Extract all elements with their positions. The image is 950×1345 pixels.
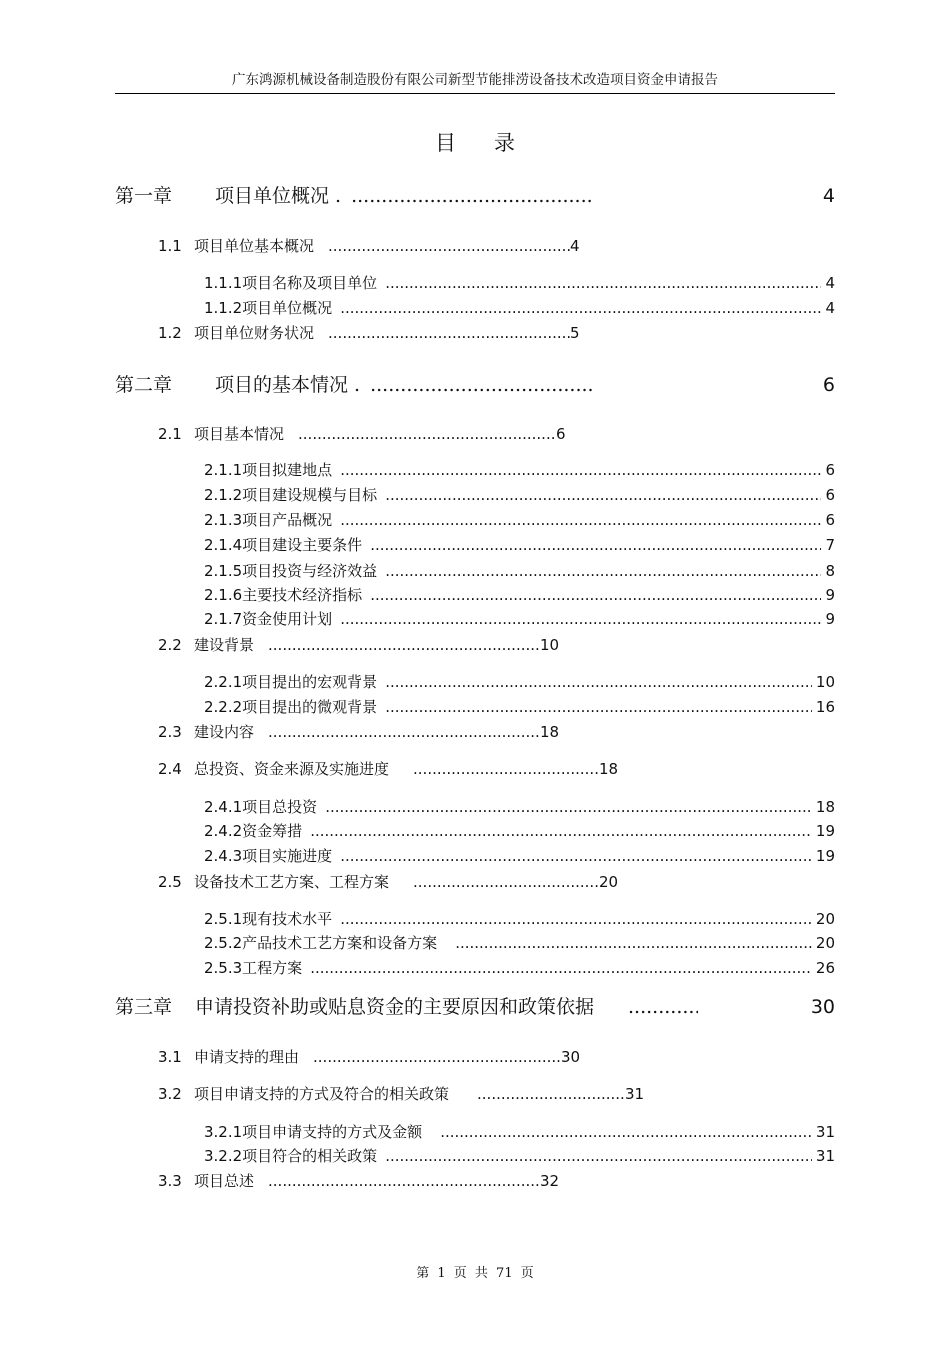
toc-subsection-title: 项目建设主要条件 <box>242 536 363 554</box>
toc-section-title: 项目基本情况 <box>194 425 285 443</box>
toc-subsection-2-1-5[interactable] <box>204 560 835 581</box>
toc-section-2-5[interactable] <box>158 871 618 892</box>
toc-subsection-title: 项目符合的相关政策 <box>242 1147 378 1165</box>
toc-subsection-title: 项目提出的微观背景 <box>242 698 378 716</box>
toc-subsection-2-2-2[interactable] <box>204 696 835 717</box>
toc-subsection-title: 项目实施进度 <box>242 847 333 865</box>
toc-subsection-number: 1.1.2 <box>204 299 243 317</box>
toc-subsection-title: 资金筹措 <box>242 822 303 840</box>
toc-leader <box>340 299 821 317</box>
toc-leader <box>340 847 812 865</box>
toc-page-number: 19 <box>815 822 835 840</box>
toc-subsection-title: 项目名称及项目单位 <box>242 274 378 292</box>
toc-page-number: 30 <box>561 1048 581 1066</box>
toc-page-number: 8 <box>825 562 835 580</box>
toc-section-title: 设备技术工艺方案、工程方案 <box>194 873 390 891</box>
toc-section-2-2[interactable] <box>158 634 559 655</box>
toc-subsection-number: 2.2.1 <box>204 673 243 691</box>
toc-subsection-number: 2.1.7 <box>204 610 243 628</box>
toc-leader <box>370 536 821 554</box>
toc-chapter-number: 第一章 <box>115 185 173 207</box>
toc-section-title: 项目总述 <box>194 1172 255 1190</box>
toc-leader <box>313 1048 561 1066</box>
toc-leader <box>325 798 812 816</box>
toc-subsection-number: 2.2.2 <box>204 698 243 716</box>
toc-leader <box>340 461 821 479</box>
toc-subsection-title: 项目拟建地点 <box>242 461 333 479</box>
toc-subsection-number: 3.2.1 <box>204 1123 243 1141</box>
toc-subsection-number: 3.2.2 <box>204 1147 243 1165</box>
toc-page-number: 30 <box>810 996 835 1018</box>
toc-subsection-title: 项目总投资 <box>242 798 318 816</box>
toc-page-number: 6 <box>825 486 835 504</box>
toc-subsection-title: 项目申请支持的方式及金额 <box>242 1123 423 1141</box>
toc-leader <box>298 425 556 443</box>
toc-page-number: 6 <box>556 425 566 443</box>
toc-page-number: 6 <box>822 374 835 396</box>
toc-chapter-2[interactable] <box>115 370 835 397</box>
toc-page-number: 20 <box>815 934 835 952</box>
toc-subsection-2-4-2[interactable] <box>204 820 835 841</box>
toc-subsection-2-1-4[interactable] <box>204 534 835 555</box>
toc-section-title: 项目单位基本概况 <box>194 237 315 255</box>
toc-section-number: 1.2 <box>158 324 182 342</box>
toc-subsection-number: 2.5.3 <box>204 959 243 977</box>
toc-section-1-1[interactable] <box>158 235 580 256</box>
toc-section-number: 3.2 <box>158 1085 182 1103</box>
toc-subsection-number: 2.1.2 <box>204 486 243 504</box>
toc-leader <box>440 1123 812 1141</box>
toc-page-number: 5 <box>570 324 580 342</box>
toc-chapter-3[interactable] <box>115 992 835 1019</box>
toc-leader <box>628 996 698 1018</box>
toc-leader <box>268 1172 540 1190</box>
toc-subsection-number: 2.1.4 <box>204 536 243 554</box>
toc-page-number: 18 <box>815 798 835 816</box>
toc-section-number: 2.1 <box>158 425 182 443</box>
toc-section-number: 2.5 <box>158 873 182 891</box>
toc-page-number: 4 <box>570 237 580 255</box>
toc-subsection-title: 项目投资与经济效益 <box>242 562 378 580</box>
toc-subsection-title: 工程方案 <box>242 959 303 977</box>
toc-leader <box>385 486 821 504</box>
toc-section-3-1[interactable] <box>158 1046 580 1067</box>
toc-leader <box>370 374 594 396</box>
toc-section-number: 3.3 <box>158 1172 182 1190</box>
toc-subsection-2-1-1[interactable] <box>204 459 835 480</box>
toc-subsection-number: 2.1.1 <box>204 461 243 479</box>
toc-subsection-2-1-2[interactable] <box>204 484 835 505</box>
toc-subsection-number: 2.4.2 <box>204 822 243 840</box>
toc-leader <box>455 934 812 952</box>
toc-section-number: 3.1 <box>158 1048 182 1066</box>
toc-subsection-2-4-3[interactable] <box>204 845 835 866</box>
toc-subsection-number: 2.5.1 <box>204 910 243 928</box>
toc-chapter-number: 第三章 <box>115 996 173 1018</box>
toc-section-title: 建设内容 <box>194 723 255 741</box>
toc-section-number: 2.2 <box>158 636 182 654</box>
toc-leader <box>268 636 540 654</box>
toc-chapter-title: 申请投资补助或贴息资金的主要原因和政策依据 <box>195 996 595 1018</box>
toc-subsection-2-2-1[interactable] <box>204 671 835 692</box>
toc-subsection-number: 2.1.3 <box>204 511 243 529</box>
toc-section-title: 总投资、资金来源及实施进度 <box>194 760 390 778</box>
toc-section-number: 2.4 <box>158 760 182 778</box>
toc-page-number: 26 <box>815 959 835 977</box>
toc-section-3-2[interactable] <box>158 1083 644 1104</box>
toc-page-number: 31 <box>625 1085 645 1103</box>
toc-page-number: 9 <box>825 610 835 628</box>
toc-leader <box>328 237 570 255</box>
toc-subsection-title: 主要技术经济指标 <box>242 586 363 604</box>
toc-section-number: 1.1 <box>158 237 182 255</box>
toc-page-number: 32 <box>540 1172 560 1190</box>
toc-subsection-number: 1.1.1 <box>204 274 243 292</box>
toc-leader <box>385 562 821 580</box>
toc-section-1-2[interactable] <box>158 322 580 343</box>
toc-subsection-title: 项目单位概况 <box>242 299 333 317</box>
toc-page-number: 4 <box>825 299 835 317</box>
toc-leader <box>385 698 812 716</box>
toc-subsection-number: 2.1.6 <box>204 586 243 604</box>
toc-leader <box>310 959 812 977</box>
toc-leader <box>370 586 821 604</box>
toc-leader <box>413 760 599 778</box>
toc-subsection-2-5-3[interactable] <box>204 957 835 978</box>
toc-subsection-2-5-1[interactable] <box>204 908 835 929</box>
toc-section-title: 项目申请支持的方式及符合的相关政策 <box>194 1085 450 1103</box>
toc-subsection-2-1-7[interactable] <box>204 608 835 629</box>
toc-chapter-1[interactable] <box>115 181 835 208</box>
toc-page-number: 20 <box>599 873 619 891</box>
toc-subsection-number: 2.5.2 <box>204 934 243 952</box>
toc-page-number: 6 <box>825 461 835 479</box>
toc-subsection-title: 现有技术水平 <box>242 910 333 928</box>
header-rule <box>115 93 835 94</box>
toc-subsection-3-2-2[interactable] <box>204 1145 835 1166</box>
toc-page-number: 6 <box>825 511 835 529</box>
toc-subsection-title: 资金使用计划 <box>242 610 333 628</box>
toc-page-number: 16 <box>815 698 835 716</box>
toc-subsection-2-5-2[interactable] <box>204 932 835 953</box>
toc-subsection-1-1-2[interactable] <box>204 297 835 318</box>
toc-title: 目录 <box>435 131 553 155</box>
page-footer: 第 1 页 共 71 页 <box>416 1266 534 1281</box>
toc-page-number: 20 <box>815 910 835 928</box>
toc-section-2-1[interactable] <box>158 423 566 444</box>
toc-leader <box>328 324 570 342</box>
toc-chapter-title: 项目的基本情况 . <box>215 374 361 396</box>
toc-section-title: 申请支持的理由 <box>194 1048 300 1066</box>
toc-subsection-1-1-1[interactable] <box>204 272 835 293</box>
toc-leader <box>477 1085 625 1103</box>
toc-page-number: 7 <box>825 536 835 554</box>
toc-subsection-number: 2.4.1 <box>204 798 243 816</box>
toc-page-number: 18 <box>599 760 619 778</box>
toc-page-number: 19 <box>815 847 835 865</box>
toc-page-number: 18 <box>540 723 560 741</box>
toc-section-2-3[interactable] <box>158 721 559 742</box>
toc-leader <box>385 1147 812 1165</box>
toc-leader <box>413 873 599 891</box>
toc-page-number: 4 <box>822 185 835 207</box>
toc-page-number: 4 <box>825 274 835 292</box>
running-header: 广东鸿源机械设备制造股份有限公司新型节能排涝设备技术改造项目资金申请报告 <box>232 72 718 88</box>
toc-subsection-title: 项目建设规模与目标 <box>242 486 378 504</box>
toc-subsection-number: 2.1.5 <box>204 562 243 580</box>
toc-subsection-number: 2.4.3 <box>204 847 243 865</box>
toc-page-number: 9 <box>825 586 835 604</box>
toc-leader <box>268 723 540 741</box>
toc-leader <box>340 910 812 928</box>
toc-page-number: 31 <box>815 1147 835 1165</box>
toc-leader <box>385 673 812 691</box>
toc-chapter-title: 项目单位概况 . <box>215 185 342 207</box>
toc-leader <box>385 274 821 292</box>
toc-subsection-title: 项目提出的宏观背景 <box>242 673 378 691</box>
toc-page-number: 10 <box>815 673 835 691</box>
toc-leader <box>340 511 821 529</box>
toc-section-title: 建设背景 <box>194 636 255 654</box>
toc-subsection-2-1-6[interactable] <box>204 584 835 605</box>
toc-leader <box>310 822 812 840</box>
toc-subsection-title: 项目产品概况 <box>242 511 333 529</box>
toc-chapter-number: 第二章 <box>115 374 173 396</box>
toc-section-3-3[interactable] <box>158 1170 559 1191</box>
toc-section-2-4[interactable] <box>158 758 618 779</box>
toc-page-number: 31 <box>815 1123 835 1141</box>
toc-section-number: 2.3 <box>158 723 182 741</box>
toc-subsection-2-4-1[interactable] <box>204 796 835 817</box>
toc-subsection-2-1-3[interactable] <box>204 509 835 530</box>
toc-leader <box>340 610 821 628</box>
toc-subsection-title: 产品技术工艺方案和设备方案 <box>242 934 438 952</box>
toc-section-title: 项目单位财务状况 <box>194 324 315 342</box>
toc-page-number: 10 <box>540 636 560 654</box>
toc-leader <box>351 185 591 207</box>
toc-subsection-3-2-1[interactable] <box>204 1121 835 1142</box>
